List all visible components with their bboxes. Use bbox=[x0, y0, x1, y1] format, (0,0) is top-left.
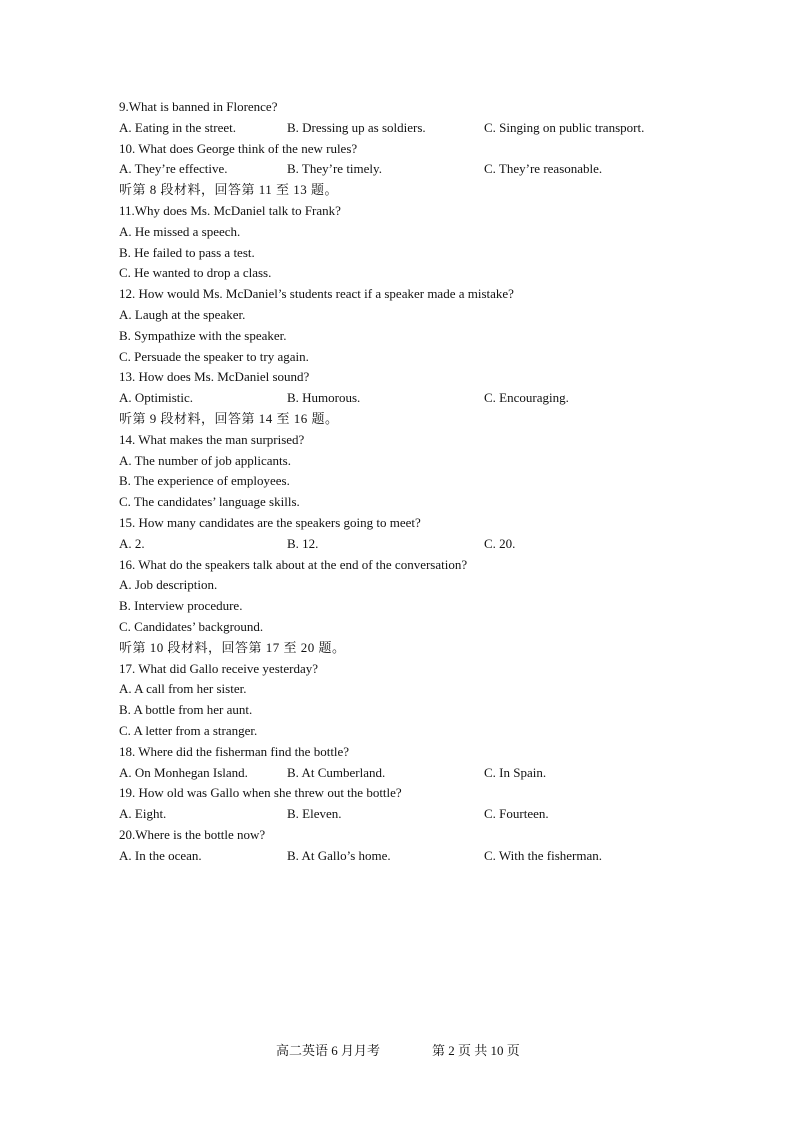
option-b: B. The experience of employees. bbox=[119, 473, 290, 489]
option-b: B. Dressing up as soldiers. bbox=[287, 119, 426, 135]
option-c: C. Persuade the speaker to try again. bbox=[119, 348, 309, 364]
option-c: C. They’re reasonable. bbox=[484, 161, 603, 177]
option-a: A. Eating in the street. bbox=[119, 119, 236, 135]
option-b: B. Interview procedure. bbox=[119, 598, 243, 614]
question-9-stem: 9.What is banned in Florence? bbox=[119, 99, 278, 114]
question-13-stem: 13. How does Ms. McDaniel sound? bbox=[119, 369, 310, 385]
question-18-options bbox=[119, 763, 739, 784]
question-18-stem: 18. Where did the fisherman find the bottle? bbox=[119, 743, 350, 759]
section-8-instruction: 听第 8 段材料，回答第 11 至 13 题。 bbox=[119, 182, 339, 198]
option-a: A. A call from her sister. bbox=[119, 681, 247, 697]
option-a: A. In the ocean. bbox=[119, 847, 202, 863]
option-a: A. On Monhegan Island. bbox=[119, 764, 248, 780]
question-15-options bbox=[119, 534, 739, 555]
option-a: A. They’re effective. bbox=[119, 161, 228, 177]
question-17-stem: 17. What did Gallo receive yesterday? bbox=[119, 660, 319, 676]
question-10-stem: 10. What does George think of the new rules? bbox=[119, 140, 358, 156]
option-b: B. Eleven. bbox=[287, 806, 342, 822]
question-list bbox=[119, 97, 739, 866]
option-c: C. Fourteen. bbox=[484, 806, 549, 822]
option-c: C. He wanted to drop a class. bbox=[119, 265, 272, 281]
option-a: A. He missed a speech. bbox=[119, 223, 241, 239]
option-a: A. 2. bbox=[119, 535, 145, 551]
question-9-options bbox=[119, 118, 739, 139]
option-b: B. Humorous. bbox=[287, 390, 361, 406]
page-number: 第 2 页 共 10 页 bbox=[432, 1043, 520, 1058]
question-11-stem: 11.Why does Ms. McDaniel talk to Frank? bbox=[119, 202, 341, 218]
option-c: C. Singing on public transport. bbox=[484, 119, 645, 135]
option-b: B. He failed to pass a test. bbox=[119, 244, 255, 260]
option-c: C. With the fisherman. bbox=[484, 847, 603, 863]
option-c: C. The candidates’ language skills. bbox=[119, 494, 300, 510]
option-c: C. Encouraging. bbox=[484, 390, 569, 406]
option-b: B. At Gallo’s home. bbox=[287, 847, 391, 863]
question-20-options bbox=[119, 846, 739, 867]
option-c: C. Candidates’ background. bbox=[119, 618, 264, 634]
question-19-stem: 19. How old was Gallo when she threw out the bottle? bbox=[119, 785, 402, 801]
section-9-instruction: 听第 9 段材料，回答第 14 至 16 题。 bbox=[119, 410, 339, 426]
option-a: A. Job description. bbox=[119, 577, 218, 593]
option-a: A. Optimistic. bbox=[119, 390, 194, 406]
question-14-stem: 14. What makes the man surprised? bbox=[119, 431, 305, 447]
option-a: A. Eight. bbox=[119, 806, 167, 822]
option-c: C. In Spain. bbox=[484, 764, 547, 780]
option-c: C. 20. bbox=[484, 535, 516, 551]
question-15-stem: 15. How many candidates are the speakers going to meet? bbox=[119, 514, 421, 530]
question-19-options bbox=[119, 804, 739, 825]
option-b: B. At Cumberland. bbox=[287, 764, 386, 780]
question-12-stem: 12. How would Ms. McDaniel’s students react if a speaker made a mistake? bbox=[119, 286, 514, 302]
exam-title: 高二英语 6 月月考 bbox=[276, 1043, 381, 1058]
option-b: B. Sympathize with the speaker. bbox=[119, 327, 287, 343]
question-13-options bbox=[119, 388, 739, 409]
option-b: B. A bottle from her aunt. bbox=[119, 702, 253, 718]
option-a: A. The number of job applicants. bbox=[119, 452, 291, 468]
option-b: B. 12. bbox=[287, 535, 319, 551]
question-16-stem: 16. What do the speakers talk about at the end of the conversation? bbox=[119, 556, 468, 572]
option-b: B. They’re timely. bbox=[287, 161, 382, 177]
question-10-options bbox=[119, 159, 739, 180]
section-10-instruction: 听第 10 段材料，回答第 17 至 20 题。 bbox=[119, 639, 346, 655]
option-c: C. A letter from a stranger. bbox=[119, 722, 258, 738]
page-footer bbox=[0, 1041, 793, 1061]
question-20-stem: 20.Where is the bottle now? bbox=[119, 826, 266, 842]
option-a: A. Laugh at the speaker. bbox=[119, 306, 246, 322]
